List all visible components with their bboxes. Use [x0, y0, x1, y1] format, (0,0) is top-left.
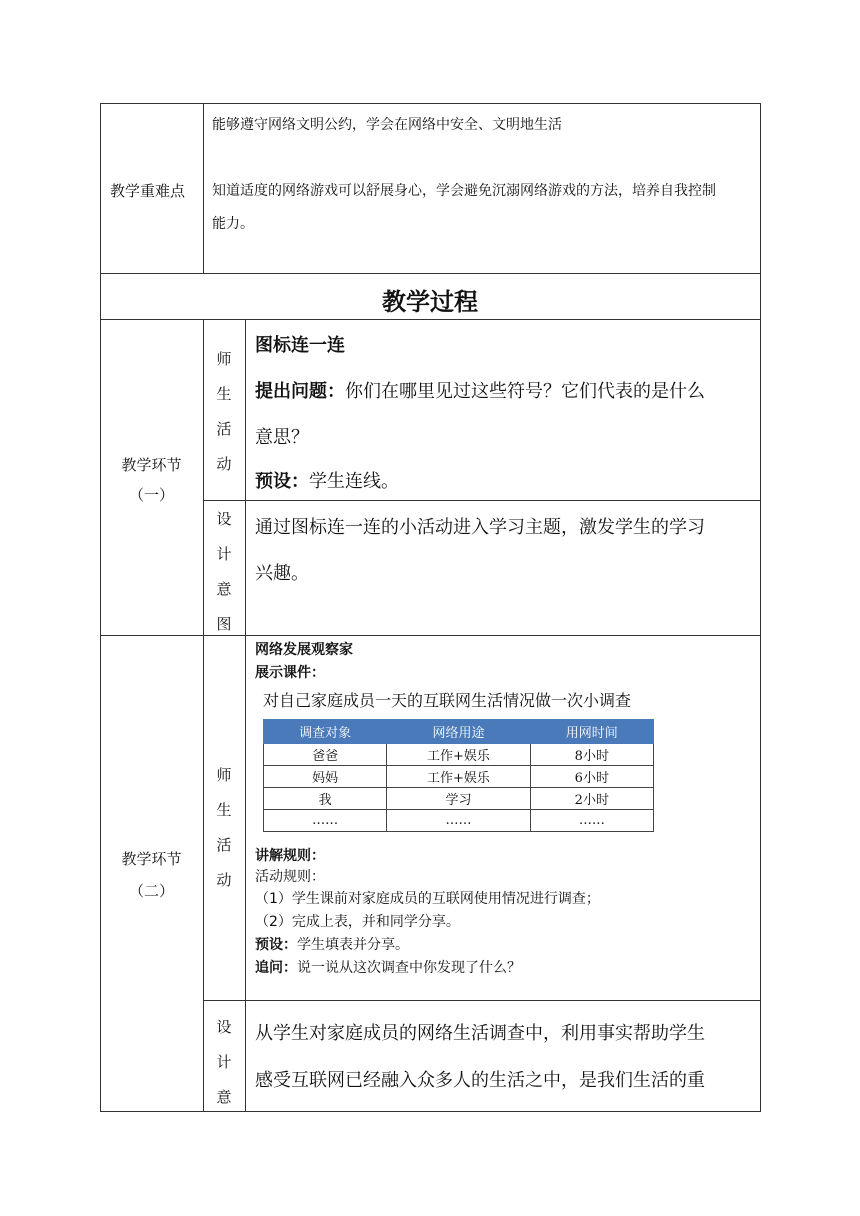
divider [203, 500, 761, 501]
section1-title: 图标连一连 [255, 335, 345, 356]
section1-design-label: 设 计 意 图 [216, 510, 232, 633]
rules-intro: 活动规则： [255, 869, 325, 885]
difficulty-text-3: 能力。 [212, 216, 254, 232]
survey-header: 用网时间 [530, 720, 653, 744]
rules-label: 讲解规则： [255, 848, 325, 864]
process-title: 教学过程 [382, 288, 478, 316]
section1-question-cont: 意思？ [255, 427, 309, 448]
section1-design-text-1: 通过图标连一连的小活动进入学习主题，激发学生的学习 [255, 517, 705, 538]
survey-header: 网络用途 [387, 720, 530, 744]
section1-preset: 预设：学生连线。 [255, 471, 399, 492]
divider [203, 103, 204, 273]
section2-number: （二） [128, 882, 174, 900]
difficulty-label: 教学重难点 [110, 182, 186, 200]
survey-table [263, 719, 654, 832]
section1-activity-label: 师 生 活 动 [216, 350, 232, 473]
table-row: 妈妈 工作+娱乐 6小时 [264, 766, 654, 788]
difficulty-text-2: 知道适度的网络游戏可以舒展身心，学会避免沉溺网络游戏的方法，培养自我控制 [212, 183, 716, 199]
section2-preset: 预设：学生填表并分享。 [255, 937, 409, 953]
divider [100, 319, 761, 320]
table-row: 爸爸 工作+娱乐 8小时 [264, 744, 654, 766]
section1-question: 提出问题：你们在哪里见过这些符号？它们代表的是什么 [255, 381, 705, 402]
divider [203, 1000, 761, 1001]
rule-2: （2）完成上表，并和同学分享。 [255, 914, 460, 930]
section2-label: 教学环节 [121, 850, 182, 868]
section1-label: 教学环节 [121, 456, 182, 474]
divider [100, 273, 761, 274]
section2-design-text-1: 从学生对家庭成员的网络生活调查中，利用事实帮助学生 [255, 1023, 705, 1044]
rule-1: （1）学生课前对家庭成员的互联网使用情况进行调查； [255, 891, 600, 907]
survey-header: 调查对象 [264, 720, 387, 744]
divider [245, 319, 246, 1112]
difficulty-text-1: 能够遵守网络文明公约，学会在网络中安全、文明地生活 [212, 117, 562, 133]
section1-design-text-2: 兴趣。 [255, 563, 309, 584]
divider [100, 635, 761, 636]
table-row: …… …… …… [264, 810, 654, 832]
section2-design-label: 设 计 意 [216, 1018, 232, 1106]
survey-title: 对自己家庭成员一天的互联网生活情况做一次小调查 [263, 691, 632, 710]
section2-activity-label: 师 生 活 动 [216, 766, 232, 889]
section2-ask: 追问：说一说从这次调查中你发现了什么？ [255, 960, 521, 976]
table-row: 我 学习 2小时 [264, 788, 654, 810]
section1-number: （一） [128, 486, 174, 504]
courseware-label: 展示课件： [255, 665, 325, 681]
section2-design-text-2: 感受互联网已经融入众多人的生活之中，是我们生活的重 [255, 1070, 705, 1091]
section2-title: 网络发展观察家 [255, 642, 353, 658]
